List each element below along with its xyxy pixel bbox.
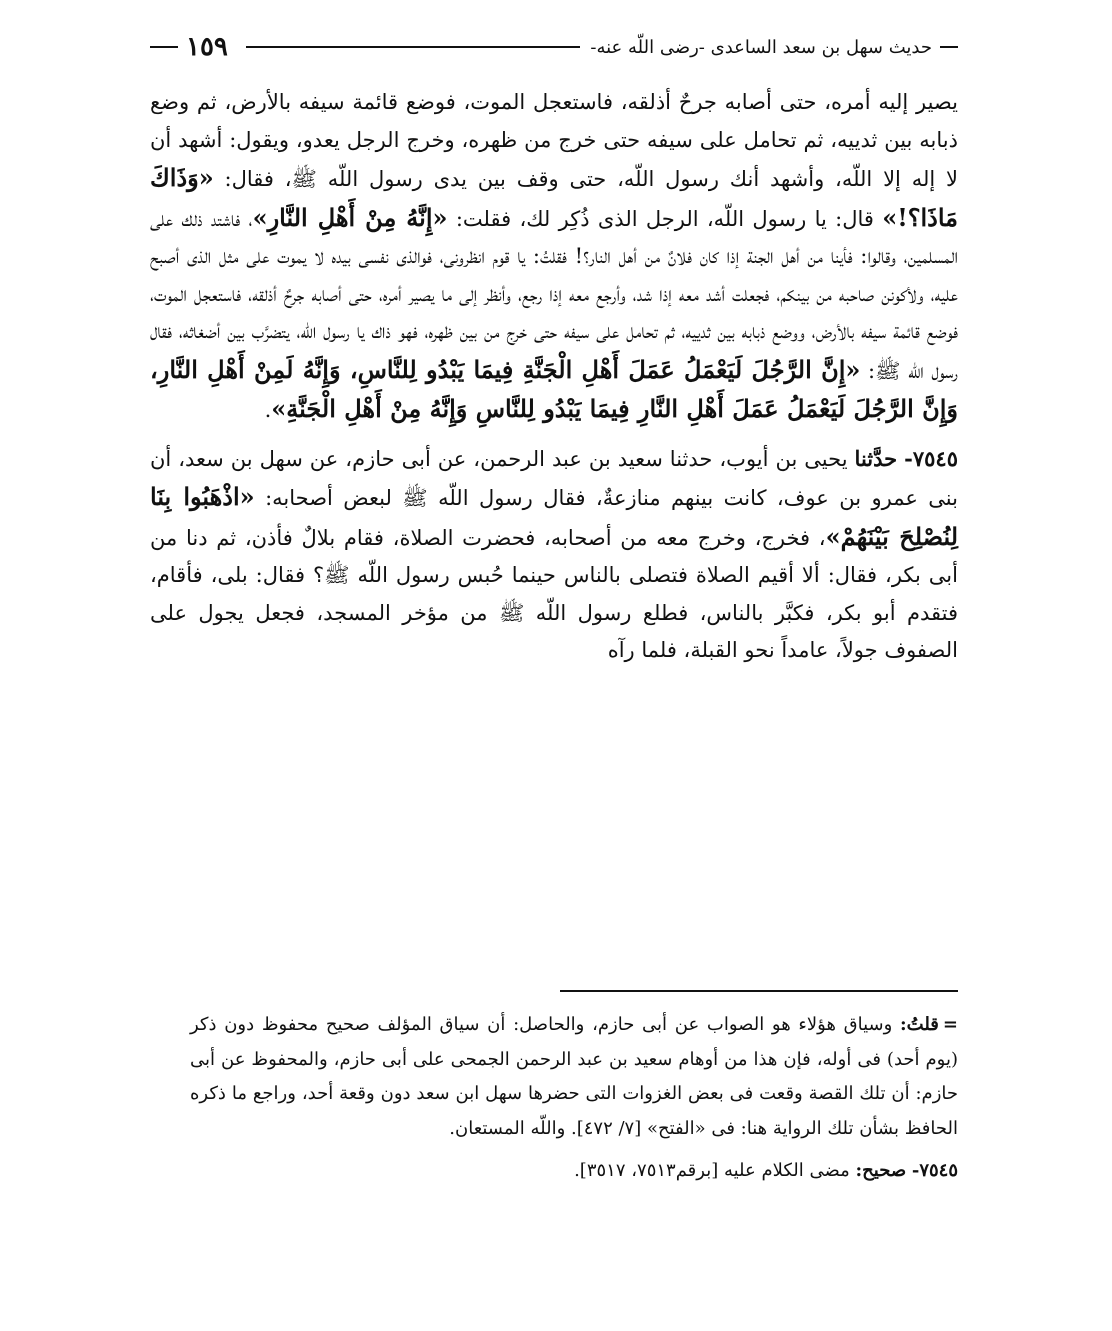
narration-tag: حدَّثنا (854, 445, 898, 471)
footnote-continuation (190, 1008, 958, 1146)
continuation-marker: = (942, 1014, 958, 1035)
footnote-text: وسياق هؤلاء هو الصواب عن أبى حازم، والحاصل: أن سياق المؤلف صحيح محفوظ دون ذكر (يوم أحد) فى أوله، فإن هذا من أوهام سعيد بن عبد الرحمن الجمحى على أبى حازم، والمحفوظ عن أبى حازم: أن تلك القصة وقعت فى بعض الغزوات التى حضرها سهل ابن سعد دون وقعة أحد، وراجع ما ذكره الحافظ بشأن تلك الرواية هنا: فى «الفتح» [٧/ ٤٧٢]. واللّه المستعان. (190, 1014, 958, 1139)
header-rule-left (150, 46, 178, 48)
hadith-number: ٧٥٤٥- (904, 445, 958, 471)
footnote-label: قلتُ: (900, 1014, 939, 1035)
footnotes (190, 1008, 958, 1189)
footnote-number: ٧٥٤٥- (911, 1160, 958, 1181)
text-segment: ، فاشتد ذلك على المسلمين، وقالوا: فأينا من أهل الجنة إذا كان فلانٌ من أهل النار؟! فقلتُ: يا قوم انظرونى، فوالذى نفسى بيده لا يموت على مثل الذى أصبح عليه، ولأكونن صاحبه من بينكم، فجعلت أشد معه إذا شد، وأرجع معه إذا رجع، وأنظر إلى ما يصير أمره، حتى أصابه جرحٌ أذلقه، فاستعجل الموت، فوضع قائمة سيفه بالأرض، ووضع ذبابه بين ثدييه، ثم تحامل على سيفه حتى خرج من بين ظهره، فهو ذاك يا رسول اللّه، يتضرَّب بين أضغاثه، فقال رسول اللّه ﷺ: (150, 206, 958, 383)
header-rule-right (940, 46, 958, 48)
prophetic-quote: «إِنَّ الرَّجُلَ لَيَعْمَلُ عَمَلَ أَهْلِ الْجَنَّةِ فِيمَا يَبْدُو لِلنَّاسِ، وَإِنَّهُ لَمِنْ أَهْلِ النَّارِ، وَإِنَّ الرَّجُلَ لَيَعْمَلُ عَمَلَ أَهْلِ النَّارِ فِيمَا يَبْدُو لِلنَّاسِ وَإِنَّهُ مِنْ أَهْلِ الْجَنَّةِ» (150, 354, 958, 423)
running-title: حديث سهل بن سعد الساعدى -رضى اللّه عنه- (590, 36, 932, 58)
text-segment: قال: يا رسول اللّه، الرجل الذى ذُكِر لك، فقلت: (455, 206, 874, 231)
footnote-text: مضى الكلام عليه [برقم٧٥١٣، ٣٥١٧]. (574, 1160, 850, 1181)
prophetic-quote: «وَذَاكَ مَاذَا؟!» (150, 163, 958, 232)
grading-label: صحيح: (855, 1160, 907, 1181)
hadith-continuation (150, 84, 958, 430)
text-segment: ، فخرج، وخرج معه من أصحابه، فحضرت الصلاة، فقام بلالٌ فأذن، ثم دنا من أبى بكر، فقال: ألا أقيم الصلاة فتصلى بالناس حينما حُبس رسول اللّه ﷺ؟ فقال: بلى، فأقام، فتقدم أبو بكر، فكبَّر بالناس، فطلع رسول اللّه ﷺ من مؤخر المسجد، فجعل يجول على الصفوف جولاً، عامداً نحو القبلة، فلما رآه (150, 525, 958, 662)
hadith-7545 (150, 440, 958, 670)
header-rule-middle (246, 46, 580, 48)
page-number: ١٥٩ (186, 32, 228, 62)
text-segment: يصير إليه أمره، حتى أصابه جرحٌ أذلقه، فاستعجل الموت، فوضع قائمة سيفه بالأرض، ثم وضع ذبابه بين ثدييه، ثم تحامل على سيفه حتى خرج من ظهره، وخرج الرجل يعدو، ويقول: أشهد أن لا إله إلا اللّه، وأشهد أنك رسول اللّه، حتى وقف بين يدى رسول اللّه ﷺ، فقال: (150, 90, 958, 191)
main-text (150, 84, 958, 670)
prophetic-quote: «اذْهَبُوا بِنَا لِنُصْلِحَ بَيْنَهُمْ» (150, 482, 959, 551)
prophetic-quote: «إِنَّهُ مِنْ أَهْلِ النَّارِ» (252, 202, 448, 232)
text-segment: يحيى بن أيوب، حدثنا سعيد بن عبد الرحمن، عن أبى حازم، عن سهل بن سعد، أن بنى عمرو بن عوف، كانت بينهم منازعةٌ، فقال رسول اللّه ﷺ لبعض أصحابه: (150, 446, 958, 510)
footnote-7545 (190, 1154, 958, 1189)
text-segment: . (264, 398, 272, 422)
footnote-separator (560, 990, 958, 992)
running-head (150, 30, 958, 64)
